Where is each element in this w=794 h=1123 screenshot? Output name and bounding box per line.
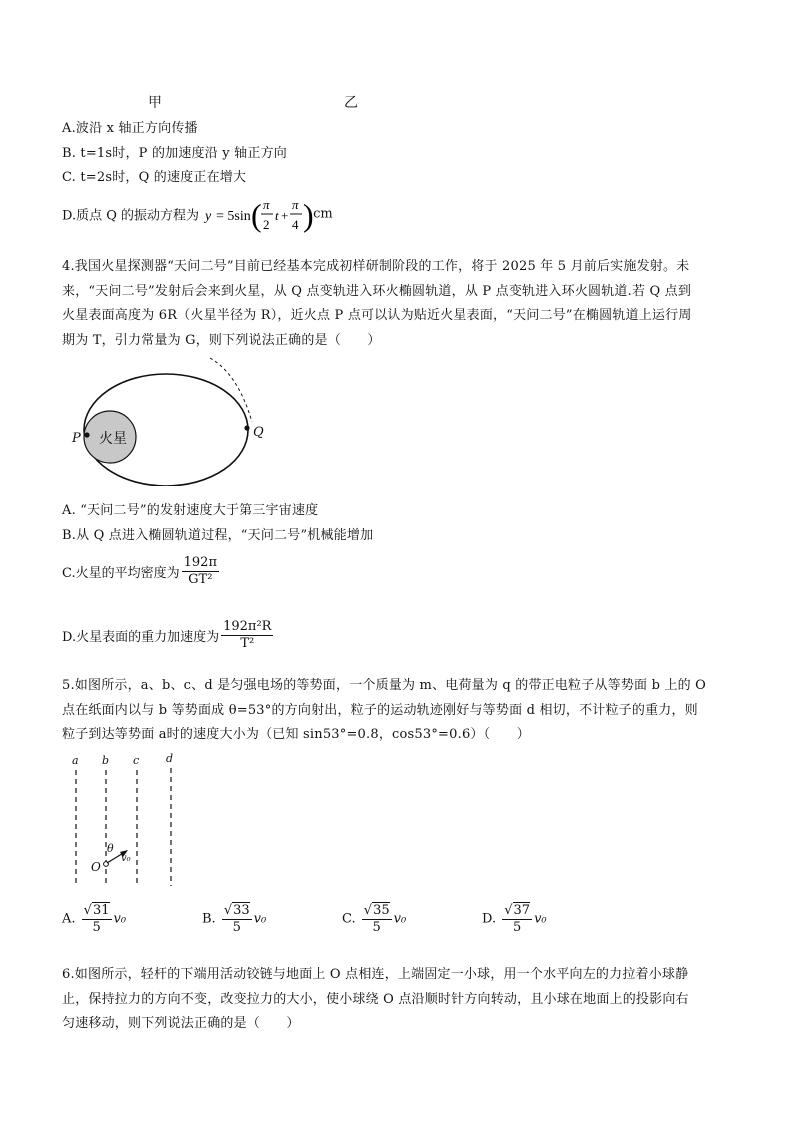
q4-option-c-denominator: GT²	[188, 572, 213, 587]
q5-option-b-denominator: 5	[232, 920, 241, 935]
svg-text:): )	[303, 197, 314, 233]
q5-equipotential-diagram	[62, 750, 192, 890]
q4-option-b: B.从 Q 点进入椭圆轨道过程，“天问二号”机械能增加	[62, 528, 374, 543]
label-o: O	[91, 860, 101, 874]
svg-text:t: t	[275, 208, 279, 223]
svg-text:(: (	[251, 197, 262, 233]
q4-stem-line-1: 4.我国火星探测器“天问二号”目前已经基本完成初样研制阶段的工作，将于 2025 年 5 月前后实施发射。未	[62, 259, 690, 274]
label-v0: v₀	[121, 853, 131, 864]
q3-option-b: B. t=1s时，P 的加速度沿 y 轴正方向	[62, 146, 287, 161]
q5-option-d: D. $\frac{√37}{5}$ v₀	[482, 903, 547, 935]
q5-option-b-v: v₀	[253, 911, 267, 927]
label-a: a	[72, 754, 79, 767]
q4-orbit-diagram	[62, 354, 282, 486]
point-p-label: P	[72, 431, 81, 446]
q5-option-d-denominator: 5	[513, 920, 522, 935]
q3-option-d: D.质点 Q 的振动方程为 y = 5sin ( π 2 t + π 4 ) cm	[62, 191, 333, 237]
q4-option-d-numerator: 192π²R	[223, 619, 272, 634]
label-c: c	[133, 754, 140, 767]
q3-option-c: C. t=2s时，Q 的速度正在增大	[62, 170, 247, 185]
q4-option-d-prefix: D.火星表面的重力加速度为	[62, 630, 220, 645]
point-q-dot	[244, 425, 249, 430]
point-q-label: Q	[253, 425, 264, 440]
q5-option-c-radicand: 35	[373, 903, 390, 918]
label-theta: θ	[107, 842, 114, 855]
q5-option-a: A. $\frac{√31}{5}$ v₀	[62, 903, 127, 935]
q4-option-a: A. “天问二号”的发射速度大于第三宇宙速度	[62, 503, 319, 518]
q5-option-b: B. $\frac{√33}{5}$ v₀	[202, 903, 267, 935]
svg-text:4: 4	[292, 217, 299, 232]
q4-option-c	[62, 555, 221, 588]
q5-stem-line-3: 粒子到达等势面 a时的速度大小为（已知 sin53°=0.8，cos53°=0.6）（ ）	[62, 727, 530, 742]
q5-option-a-denominator: 5	[92, 920, 101, 935]
q4-stem-line-2: 来，“天问二号”发射后会来到火星，从 Q 点变轨进入环火椭圆轨道，从 P 点变轨进入环火圆轨道.若 Q 点到	[62, 284, 692, 299]
q5-stem-line-1: 5.如图所示，a、b、c、d 是匀强电场的等势面，一个质量为 m、电荷量为 q 的带正电粒子从等势面 b 上的 O	[62, 678, 707, 693]
q3-option-d-prefix: D.质点 Q 的振动方程为	[62, 208, 200, 224]
q5-option-d-letter: D.	[482, 911, 497, 927]
q4-stem-line-3: 火星表面高度为 6R（火星半径为 R），近火点 P 点可以认为贴近火星表面，“天问二号”在椭圆轨道上运行周	[62, 308, 692, 323]
q5-stem-line-2: 点在纸面内以与 b 等势面成 θ=53°的方向射出，粒子的运动轨迹刚好与等势面 d 相切，不计粒子的重力，则	[62, 703, 698, 718]
q4-option-c-numerator: 192π	[183, 555, 217, 570]
label-b: b	[102, 754, 110, 767]
q3-option-d-formula	[203, 191, 313, 237]
q5-option-a-v: v₀	[113, 911, 127, 927]
q5-option-d-radicand: 37	[513, 903, 531, 918]
q5-option-a-radicand: 31	[92, 903, 110, 918]
q4-option-d	[62, 619, 275, 652]
q5-option-a-letter: A.	[62, 911, 76, 927]
q6-stem-line-2: 止，保持拉力的方向不变，改变拉力的大小，使小球绕 O 点沿顺时针方向转动，且小球在地面上的投影向右	[62, 992, 689, 1007]
svg-text:2: 2	[263, 217, 270, 232]
q5-option-b-radicand: 33	[233, 903, 250, 918]
q5-option-c-denominator: 5	[372, 920, 381, 935]
q5-option-b-letter: B.	[202, 911, 216, 927]
svg-text:+: +	[281, 208, 289, 223]
q4-option-d-denominator: T²	[240, 636, 255, 651]
svg-text:= 5sin: = 5sin	[216, 209, 251, 224]
svg-text:π: π	[263, 197, 270, 212]
q4-option-d-fraction	[221, 619, 273, 652]
q6-stem-line-1: 6.如图所示，轻杆的下端用活动铰链与地面上 O 点相连，上端固定一小球，用一个水平向左的力拉着小球静	[62, 967, 689, 982]
q4-stem-line-4: 期为 T，引力常量为 G，则下列说法正确的是（ ）	[62, 333, 381, 348]
figure-label-yi: 乙	[344, 95, 358, 111]
label-d: d	[166, 752, 174, 765]
q5-option-d-v: v₀	[534, 911, 547, 927]
mars-label: 火星	[99, 431, 127, 447]
q4-option-c-fraction	[182, 555, 219, 588]
q5-option-c-letter: C.	[342, 911, 356, 927]
q6-stem-line-3: 匀速移动，则下列说法正确的是（ ）	[62, 1016, 300, 1031]
point-p-dot	[84, 432, 89, 437]
q5-option-c-v: v₀	[393, 911, 407, 927]
q5-option-c: C. $\frac{√35}{5}$ v₀	[342, 903, 407, 935]
svg-text:π: π	[292, 197, 299, 212]
figure-label-jia: 甲	[148, 95, 162, 111]
q3-option-a: A.波沿 x 轴正方向传播	[62, 121, 198, 136]
transfer-trajectory	[210, 358, 252, 422]
svg-text:y: y	[205, 209, 212, 224]
q4-option-c-prefix: C.火星的平均密度为	[62, 566, 180, 581]
